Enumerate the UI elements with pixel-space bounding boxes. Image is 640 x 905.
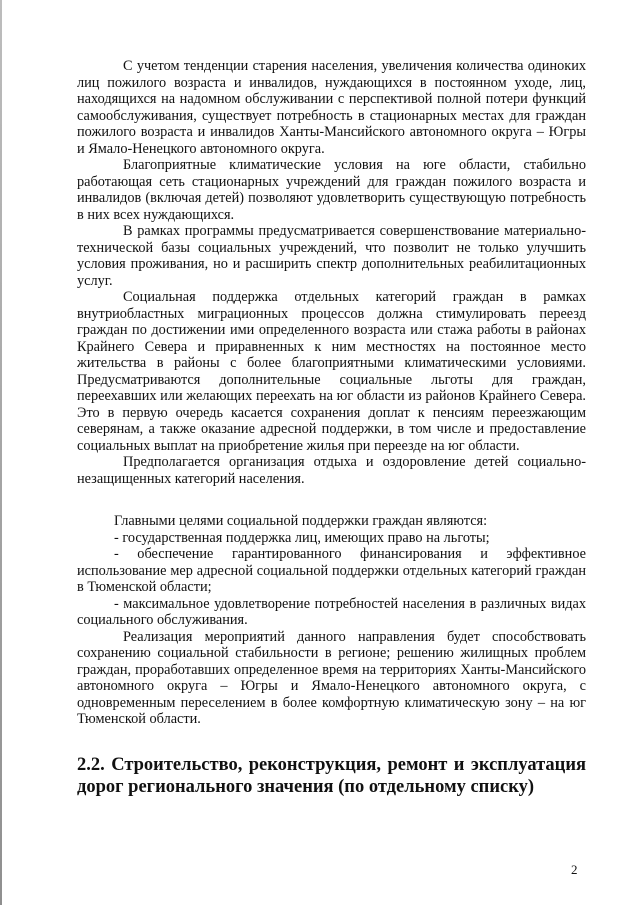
section-heading: 2.2. Строительство, реконструкция, ремонт и эксплуатация дорог регионального значения (по отдельному списку) xyxy=(77,754,586,797)
document-page xyxy=(77,58,586,798)
paragraph-climate-conditions: Благоприятные климатические условия на юге области, стабильно работающая сеть стационарных учреждений для граждан пожилого возраста и инвалидов (включая детей) позволяют удовлетворить существующую потребность в них всех нуждающихся. xyxy=(77,157,586,223)
paragraph-implementation: Реализация мероприятий данного направления будет способствовать сохранению социальной стабильности в регионе; решению жилищных проблем граждан, проработавших определенное время на территориях Ханты-Мансийского автономного округа – Югры и Ямало-Ненецкого автономного округа, с одновременным переселением в более комфортную климатическую зону – на юг Тюменской области. xyxy=(77,628,586,727)
paragraph-program-improvement: В рамках программы предусматривается совершенствование материально-технической базы социальных учреждений, что позволит не только улучшить условия проживания, но и расширить спектр дополнительных реабилитационных услуг. xyxy=(77,223,586,289)
page-number: 2 xyxy=(571,862,578,877)
scan-edge xyxy=(0,0,2,905)
paragraph-goals-intro: Главными целями социальной поддержки граждан являются: xyxy=(114,513,488,529)
paragraph-elderly-needs: С учетом тенденции старения населения, увеличения количества одиноких лиц пожилого возраста и инвалидов, нуждающихся в постоянном уходе, лиц, находящихся на надомном обслуживании с перспективой полной потери функций самообслуживания, существует потребность в стационарных местах для граждан пожилого возраста и инвалидов Ханты-Мансийского автономного округа – Югры и Ямало-Ненецкого автономного округа. xyxy=(77,58,586,157)
list-item-goal-3: - максимальное удовлетворение потребностей населения в различных видах социального обслуживания. xyxy=(77,595,586,628)
paragraph-children-recreation: Предполагается организация отдыха и оздоровление детей социально-незащищенных категорий населения. xyxy=(77,454,586,487)
list-item-goal-1: - государственная поддержка лиц, имеющих право на льготы; xyxy=(114,529,490,546)
list-item-goal-2: - обеспечение гарантированного финансирования и эффективное использование мер адресной социальной поддержки отдельных категорий граждан в Тюменской области; xyxy=(77,546,586,595)
paragraph-migration-support: Социальная поддержка отдельных категорий граждан в рамках внутриобластных миграционных процессов должна стимулировать переезд граждан по достижении ими определенного возраста или стажа работы в районах Крайнего Севера и приравненных к ним местностях на постоянное место жительства в районы с более благоприятными климатическими условиями. Предусматриваются дополнительные социальные льготы для граждан, переехавших или желающих переехать на юг области из районов Крайнего Севера. Это в первую очередь касается сохранения доплат к пенсиям переезжающим северянам, а также оказание адресной поддержки, в том числе и предоставление социальных выплат на приобретение жилья при переезде на юг области. xyxy=(77,289,586,454)
